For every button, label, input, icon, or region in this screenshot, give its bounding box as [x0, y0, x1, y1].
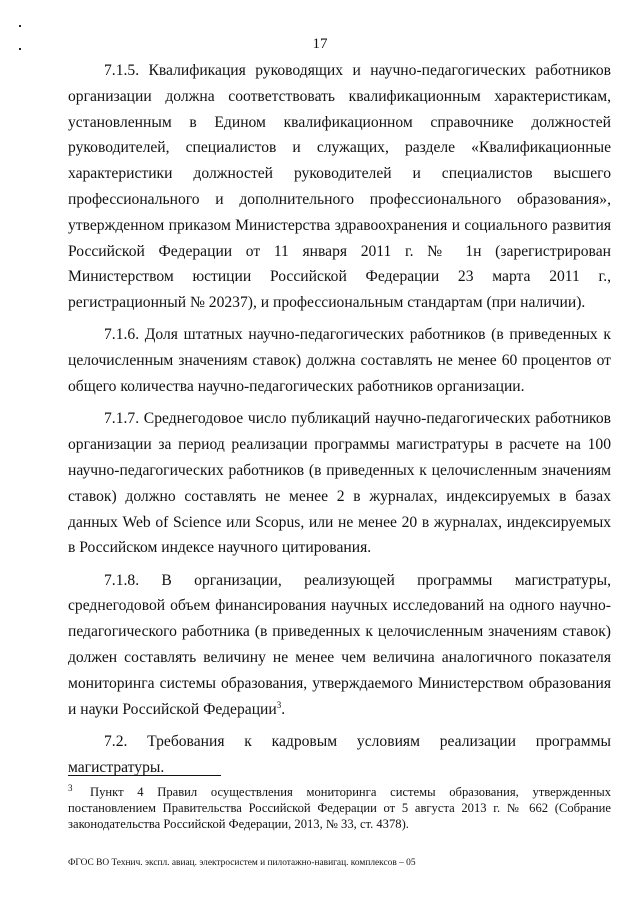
paragraph-7-1-7: 7.1.7. Среднегодовое число публикаций научно-педагогических работников организации за период реализации программы магистратуры в расчете на 100 научно-педагогических работников (в приведенных к целочисленным значениям ставок) должно составлять не менее 2 в журналах, индексируемых в базах данных Web of Science или Scopus, или не менее 20 в журналах, индексируемых в Российском индексе научного цитирования.	[68, 410, 611, 557]
paragraph-7-2: 7.2. Требования к кадровым условиям реализации программы магистратуры.	[68, 732, 611, 776]
footnote	[68, 784, 611, 833]
paragraph-7-1-8: 7.1.8. В организации, реализующей программы магистратуры, среднегодовой объем финансирования научных исследований на одного научно-педагогического работника (в приведенных к целочисленным значениям ставок) должен составлять величину не менее чем величина аналогичного показателя мониторинга системы образования, утверждаемого Министерством образования и науки Российской Федерации$^3$.	[68, 571, 611, 718]
scan-edge-mark	[19, 25, 21, 27]
document-body	[68, 58, 611, 787]
footnote-reference: 3	[276, 699, 282, 710]
footnote-separator	[68, 775, 221, 776]
page-number: 17	[312, 36, 328, 52]
document-footer: ФГОС ВО Технич. экспл. авиац. электросистем и пилотажно-навигац. комплексов – 05	[68, 858, 416, 868]
paragraph-7-1-6: 7.1.6. Доля штатных научно-педагогических работников (в приведенных к целочисленным значениям ставок) должна составлять не менее 60 процентов от общего количества научно-педагогических работников организации.	[68, 326, 611, 396]
paragraph-7-1-8-text: 7.1.8. В организации, реализующей программы магистратуры, среднегодовой объем финансирования научных исследований на одного научно-педагогического работника (в приведенных к целочисленным значениям ставок) должен составлять величину не менее чем величина аналогичного показателя мониторинга системы образования, утверждаемого Министерством образования и науки Российской Федерации	[68, 571, 611, 718]
footnote-marker: 3	[68, 782, 73, 793]
paragraph-7-1-5: 7.1.5. Квалификация руководящих и научно-педагогических работников организации должна соответствовать квалификационным характеристикам, установленным в Едином квалификационном справочнике должностей руководителей, специалистов и служащих, разделе «Квалификационные характеристики должностей руководителей и специалистов высшего профессионального и дополнительного профессионального образования», утвержденном приказом Министерства здравоохранения и социального развития Российской Федерации от 11 января 2011 г. № 1н (зарегистрирован Министерством юстиции Российской Федерации 23 марта 2011 г., регистрационный № 20237), и профессиональным стандартам (при наличии).	[68, 62, 611, 312]
footnote-text: Пункт 4 Правил осуществления мониторинга системы образования, утвержденных постановлением Правительства Российской Федерации от 5 августа 2013 г. № 662 (Собрание законодательства Российской Федерации, 2013, № 33, ст. 4378).	[68, 785, 611, 832]
